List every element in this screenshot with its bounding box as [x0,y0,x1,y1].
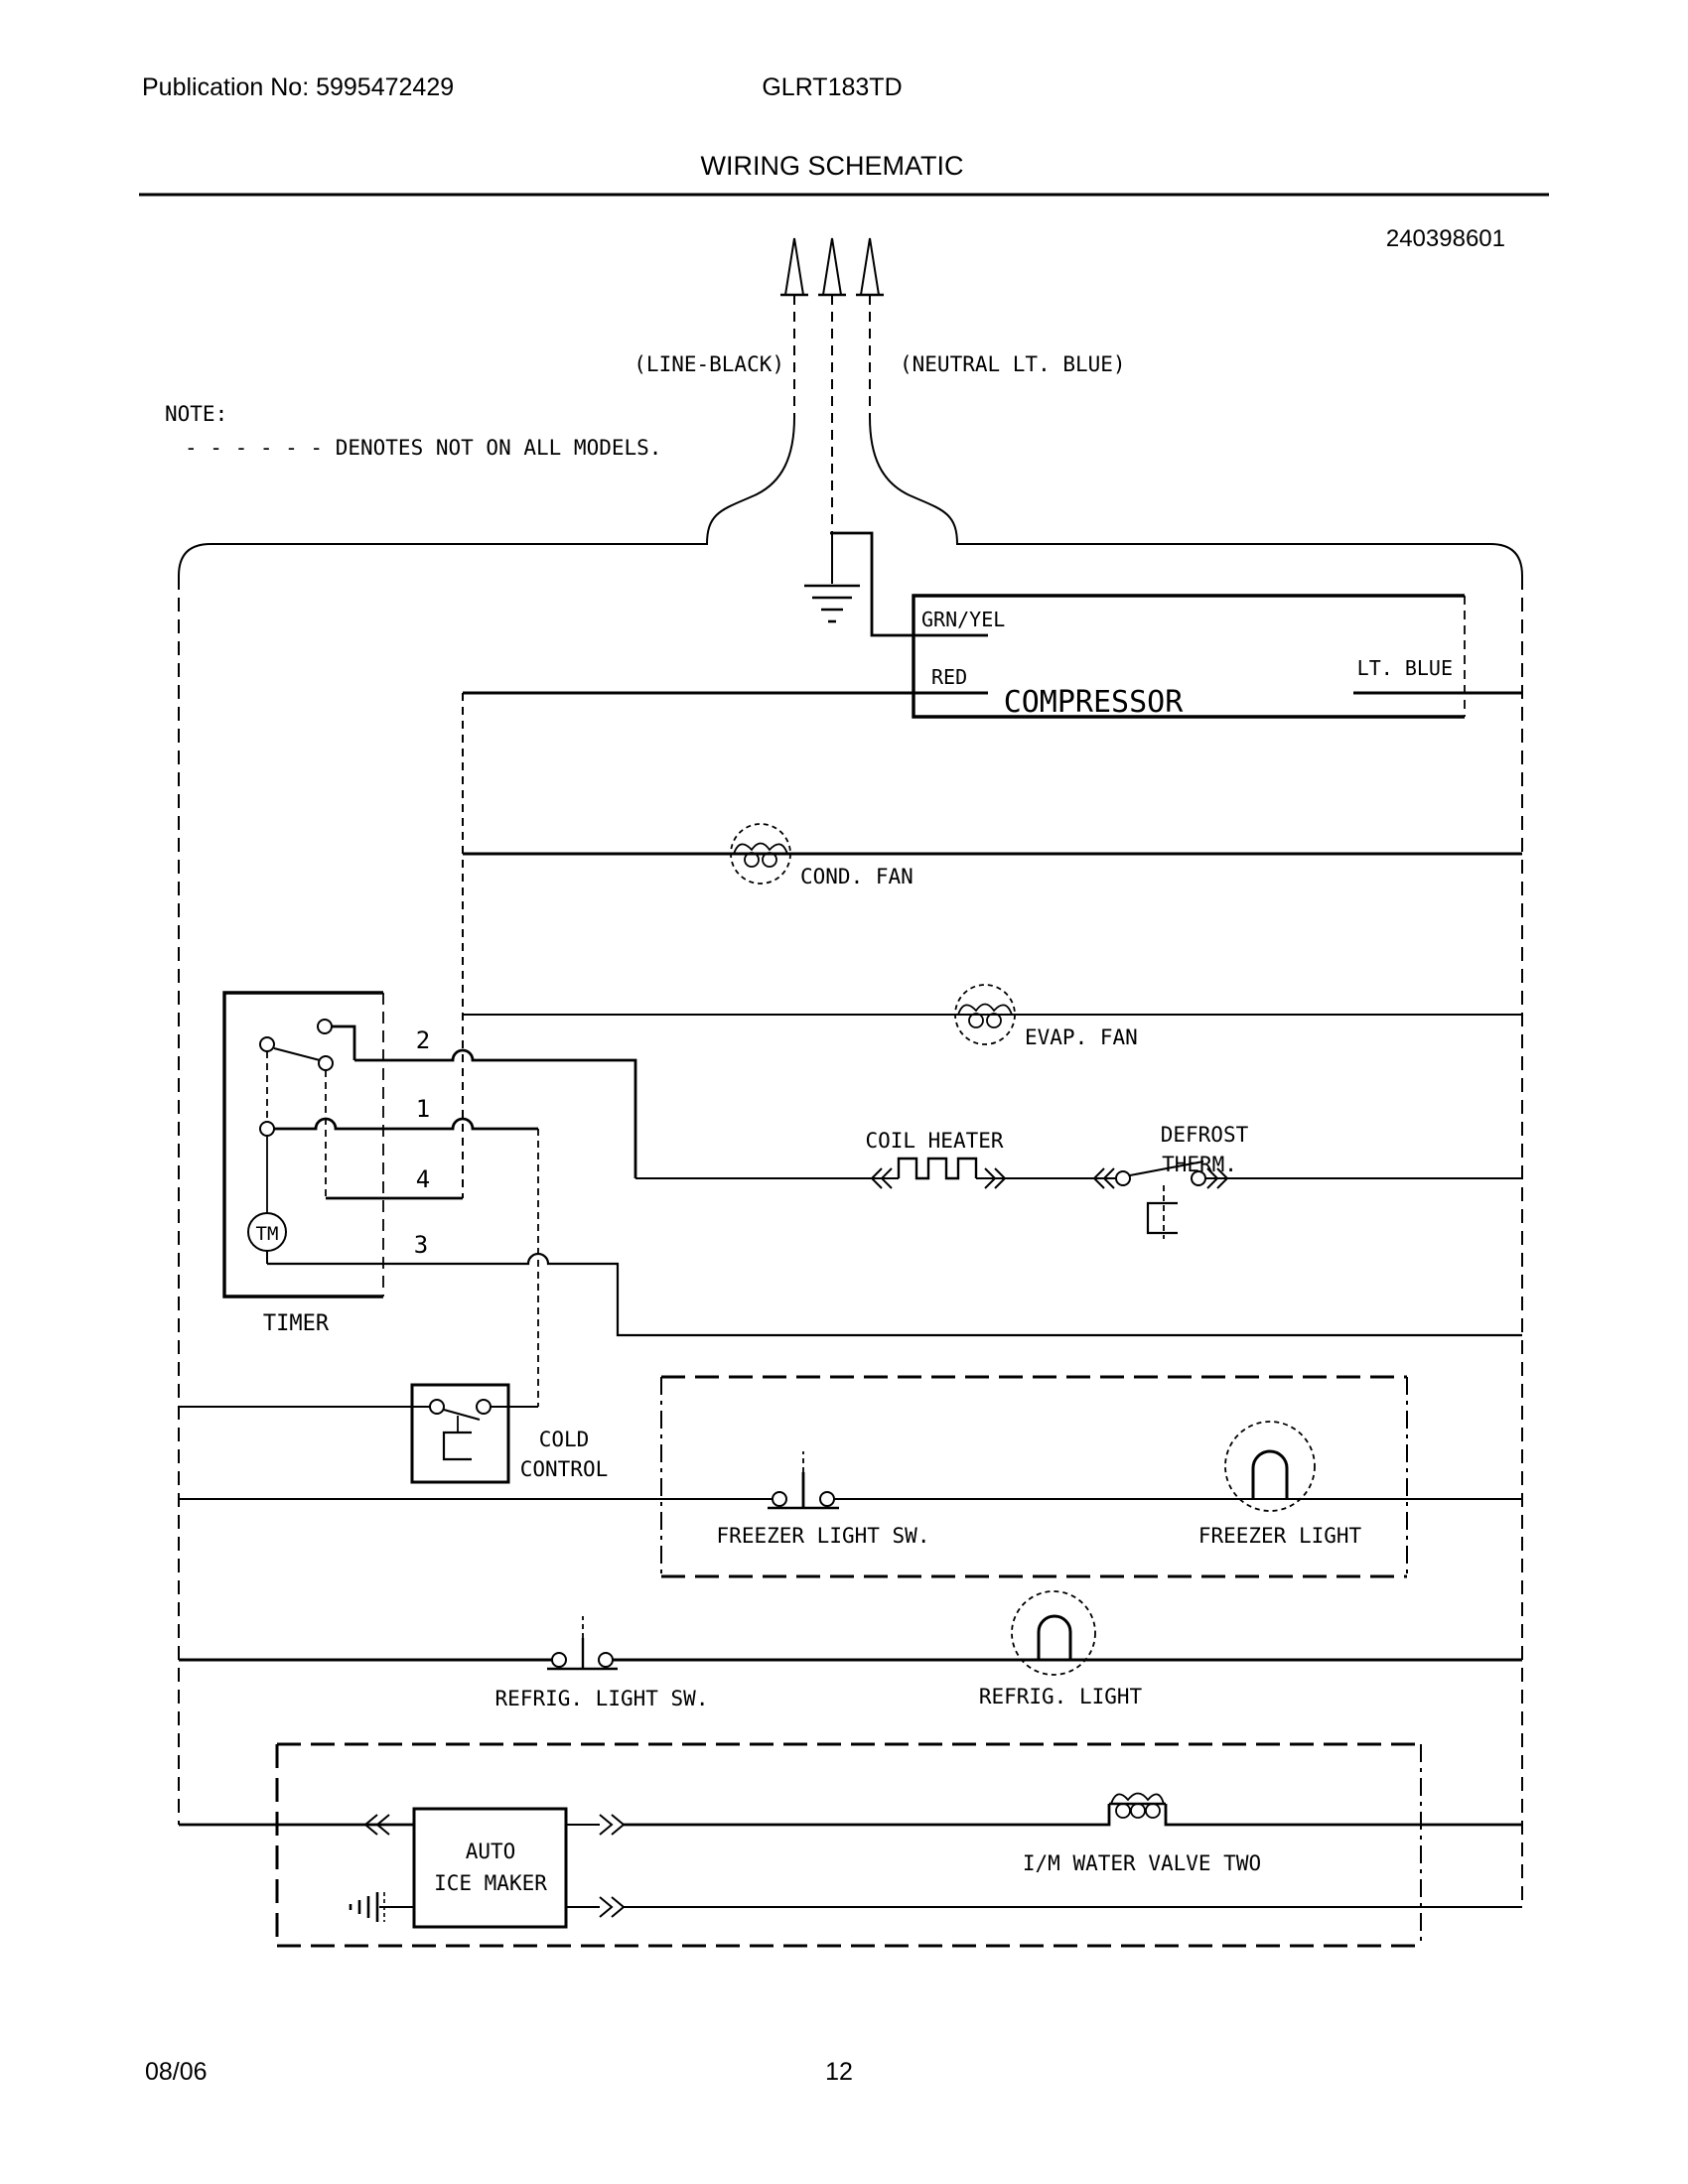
freezer-light-sw-label: FREEZER LIGHT SW. [716,1524,930,1548]
cold-control-contact-arm [444,1410,480,1420]
freezer-light-circuit [179,1422,1522,1511]
freezer-light-label: FREEZER LIGHT [1197,1524,1362,1548]
timer-label: TIMER [262,1311,330,1336]
timer-box [224,993,383,1297]
compressor-label: COMPRESSOR [1003,685,1184,720]
neutral-rail-top [870,417,1522,576]
grn-yel-label: GRN/YEL [921,608,1006,631]
schematic-part-number: 240398601 [1385,225,1505,252]
model-number: GLRT183TD [762,73,903,101]
defrost-heater-row [635,1159,1522,1239]
refrig-light-sw-label: REFRIG. LIGHT SW. [494,1687,709,1710]
refrig-light-filament [1039,1616,1070,1660]
timer-wire-3 [267,1254,1522,1335]
coil-heater-label: COIL HEATER [865,1129,1004,1153]
ice-maker-option-box [277,1744,1421,1946]
neutral-arrow-icon [856,238,884,417]
footer-page-number: 12 [825,2058,853,2086]
water-valve-label: I/M WATER VALVE TWO [1022,1851,1262,1875]
lt-blue-label: LT. BLUE [1356,656,1453,680]
freezer-light-filament [1253,1451,1287,1499]
cond-fan-label: COND. FAN [800,865,914,888]
timer-terminal-3: 3 [413,1231,429,1259]
note-head: NOTE: [165,402,228,426]
refrig-light-bulb [1012,1591,1095,1675]
timer-terminal-1: 1 [415,1095,431,1123]
timer-terminal-2: 2 [415,1026,431,1054]
note-block [165,402,661,460]
defrost-therm-actuator [1148,1203,1178,1233]
line-arrow-icon [780,238,808,417]
page-header [139,73,1549,252]
ground-arrow-icon [818,238,846,533]
ice-maker-box [414,1809,566,1927]
evap-fan-motor [463,985,1522,1044]
neutral-label: (NEUTRAL LT. BLUE) [900,352,1126,376]
ice-maker-label-2: ICE MAKER [434,1871,547,1895]
red-label: RED [931,665,968,689]
publication-number: Publication No: 5995472429 [142,73,455,101]
ice-maker-ground-icon [351,1892,384,1922]
coil-heater-element [899,1159,976,1178]
freezer-light-bulb [1225,1422,1315,1511]
chassis-ground-icon [804,533,860,621]
supply-leads [780,238,884,533]
defrost-therm-label-1: DEFROST [1160,1123,1249,1147]
cold-control-label-2: CONTROL [519,1457,609,1481]
water-valve-connector [600,1815,624,1835]
defrost-therm-label-2: THERM. [1162,1153,1237,1176]
cold-control [179,1129,538,1482]
cold-control-actuator [444,1433,472,1459]
page-title: WIRING SCHEMATIC [700,151,964,181]
page-footer [145,2058,853,2086]
cond-fan-motor [463,824,1522,884]
line-label: (LINE-BLACK) [633,352,784,376]
perimeter-rails [179,417,1522,1907]
timer-terminal-4: 4 [415,1165,431,1193]
ice-maker-label-1: AUTO [465,1840,516,1863]
timer-wire-2 [354,1050,635,1178]
timer-wire-1 [274,1119,538,1129]
refrig-light-label: REFRIG. LIGHT [978,1685,1143,1708]
evap-fan-label: EVAP. FAN [1025,1025,1138,1049]
cold-control-label-1: COLD [538,1428,590,1451]
footer-date: 08/06 [145,2058,208,2086]
note-body: - - - - - - DENOTES NOT ON ALL MODELS. [185,436,662,460]
timer-motor-label: TM [255,1223,279,1245]
refrig-light-circuit [179,1591,1522,1675]
ice-maker-circuit [179,1794,1522,1928]
ice-maker-neutral-connector [600,1897,624,1917]
